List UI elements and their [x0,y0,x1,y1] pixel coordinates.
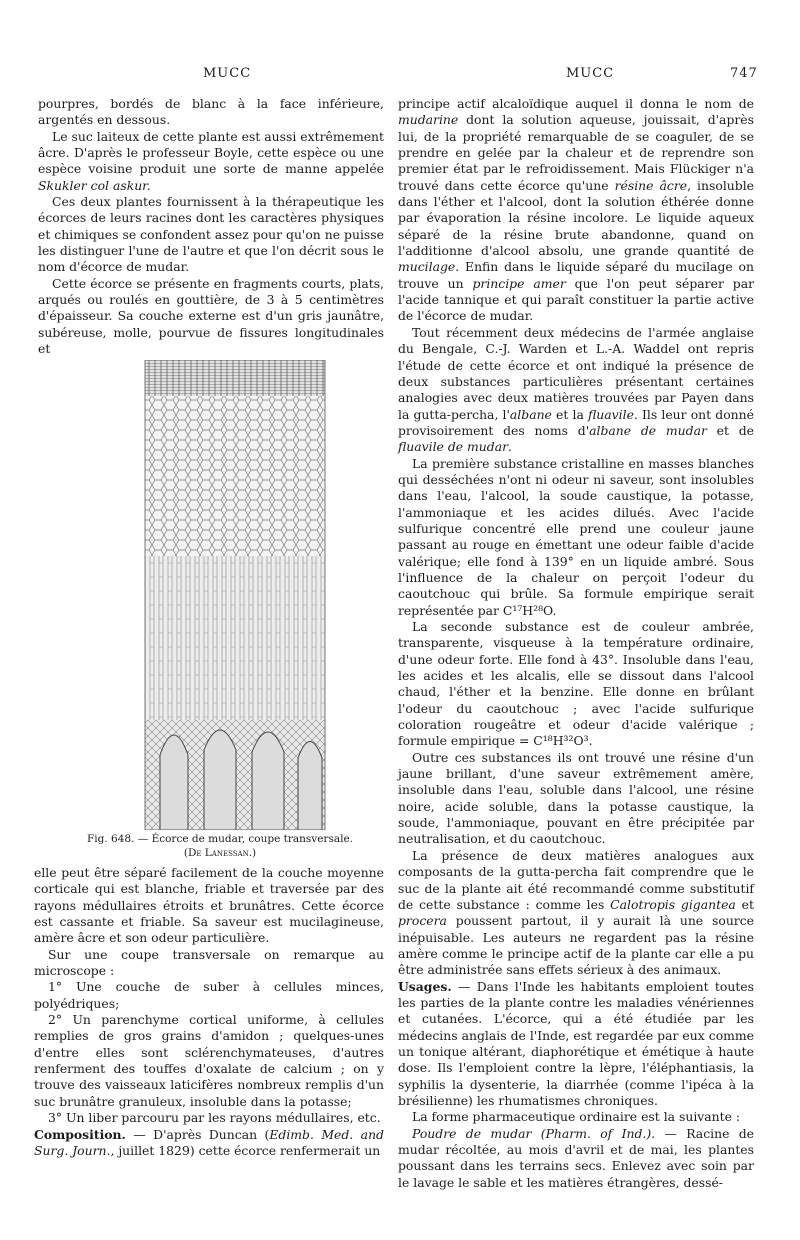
running-head-left: MUCC [203,66,252,81]
paragraph: Tout récemment deux médecins de l'armée anglaise du Bengale, C.-J. Warden et L.-A. Waddel ont repris l'étude de cette écorce et ont indiqué la présence de deux substances particulières présentant certaines analogies avec deux matières trouvées par Payen dans la gutta-percha, l'albane et la fluavile. Ils leur ont donné provisoirement des noms d'albane de mudar et de fluavile de mudar. [398,324,754,455]
paragraph: Sur une coupe transversale on remarque au microscope : [34,946,384,979]
paragraph: Outre ces substances ils ont trouvé une résine d'un jaune brillant, d'une saveur extrêmement amère, insoluble dans l'eau, soluble dans l'alcool, une résine noire, acide soluble, dans la potasse caustique, la soude, l'ammoniaque, pouvant en être précipitée par neutralisation, et du caoutchouc. [398,749,754,847]
paragraph: La forme pharmaceutique ordinaire est la suivante : [412,1109,741,1125]
figure-caption [80,832,360,860]
page-number: 747 [730,66,758,81]
right-column [398,96,754,1191]
paragraph: elle peut être séparé facilement de la couche moyenne corticale qui est blanche, friable et traversée par des rayons médullaires étroits et brunâtres. Cette écorce est cassante et friable. Sa saveur est mucilagineuse, amère âcre et son odeur particulière. [34,865,384,946]
journal-reference: Edimb. Med. and Surg. Journ. [34,1126,384,1158]
running-head-right: MUCC [566,66,615,81]
left-column-bottom [34,865,384,1159]
paragraph: principe actif alcaloïdique auquel il donna le nom de mudarine dont la solution aqueuse, jouissait, d'après lui, de la propriété remarquable de se coaguler, de se prendre en gelée par la chaleur et de reprendre son premier état par le refroidissement. Mais Flückiger n'a trouvé dans cette écorce qu'une résine âcre, insoluble dans l'éther et l'alcool, dont la solution éthérée donne par évaporation la résine incolore. Le liquide aqueux séparé de la résine brute abandonne, quand on l'additionne d'alcool absolu, une grande quantité de mucilage. Enfin dans le liquide séparé du mucilage on trouve un principe amer que l'on peut séparer par l'acide tannique et qui paraît constituer la partie active de l'écorce de mudar. [398,96,755,324]
paragraph: La première substance cristalline en masses blanches qui desséchées n'ont ni odeur ni saveur, sont insolubles dans l'eau, l'alcool, la soude caustique, la potasse, l'ammoniaque et les acides dilués. Avec l'acide sulfurique concentré elle prend une couleur jaune passant au rouge en émettant une odeur faible d'acide valérique; elle fond à 139° en un liquide ambré. Sous l'influence de la chaleur on perçoit l'odeur du caoutchouc qui brûle. Sa formule empirique serait représentée par C¹⁷H²⁸O. [398,455,754,618]
paragraph: Ces deux plantes fournissent à la thérapeutique les écorces de leurs racines dont les caractères physiques et chimiques se confondent assez pour qu'on ne puisse les distinguer l'une de l'autre et que l'on décrit sous le nom d'écorce de mudar. [38,194,384,275]
list-item: 2° Un parenchyme cortical uniforme, à cellules remplies de gros grains d'amidon ; quelques-unes d'entre elles sont sclérenchymateuses, d'autres renferment des touffes d'oxalate de calcium ; on y trouve des vaisseaux laticifères nombreux remplis d'un suc brunâtre granuleux, insoluble dans la potasse; [34,1012,384,1109]
paragraph: Usages. — Dans l'Inde les habitants emploient toutes les parties de la plante contre les maladies vénériennes et cutanées. L'écorce, qui a été étudiée par les médecins anglais de l'Inde, est regardée par eux comme un tonique altérant, diaphorétique et émétique à haute dose. Ils l'emploient contre la lèpre, l'éléphantiasis, la syphilis la dysenterie, la diarrhée (comme l'ipéca à la brésilienne) les rhumatismes chroniques. [398,978,754,1108]
manna-name: Skukler col askur. [38,177,151,193]
paragraph: Composition. — D'après Duncan (Edimb. Med. and Surg. Journ., juillet 1829) cette écorce renfermerait un [34,1126,384,1158]
section-label-usages: Usages. [398,978,452,994]
list-item: 3° Un liber parcouru par les rayons médullaires, etc. [48,1110,381,1126]
paragraph: Le suc laiteux de cette plante est aussi extrêmement âcre. D'après le professeur Boyle, cette espèce ou une espèce voisine produit une sorte de manne appelée Skukler col askur. [38,128,384,193]
list-item: 1° Une couche de suber à cellules minces, polyédriques; [34,979,384,1011]
paragraph: pourpres, bordés de blanc à la face inférieure, argentés en dessous. [38,96,384,128]
bark-cross-section-figure [140,360,330,830]
microscopy-list [34,979,384,1126]
section-label-composition: Composition. [34,1126,126,1142]
paragraph: Cette écorce se présente en fragments courts, plats, arqués ou roulés en gouttière, de 3 à 5 centimètres d'épaisseur. Sa couche externe est d'un gris jaunâtre, subéreuse, molle, pourvue de fissures longitudinales et [38,275,384,357]
left-column-top [38,96,384,358]
paragraph: Poudre de mudar (Pharm. of Ind.). — Racine de mudar récoltée, au mois d'avril et de mai, les plantes poussant dans les terrains secs. Enlevez avec soin par le lavage le sable et les matières étrangères, dessé- [398,1125,755,1190]
paragraph: La seconde substance est de couleur ambrée, transparente, visqueuse à la température ordinaire, d'une odeur forte. Elle fond à 43°. Insoluble dans l'eau, les acides et les alcalis, elle se dissout dans l'alcool chaud, l'éther et la benzine. Elle donne en brûlant l'odeur du caoutchouc ; avec l'acide sulfurique coloration rougeâtre et odeur d'acide valérique ; formule empirique = C¹⁸H³²O³. [398,619,754,749]
figure-credit: (De Lanessan.) [183,847,257,859]
figure-caption-text: Fig. 648. — Écorce de mudar, coupe transversale. [86,833,354,845]
paragraph: La présence de deux matières analogues aux composants de la gutta-percha fait comprendre que le suc de la plante ait été recommandé comme substitutif de cette substance : comme les Calotropis gigantea et procera poussent partout, il y aurait là une source inépuisable. Les auteurs ne regardent pas la résine amère comme le principe actif de la plante car elle a pu être administrée sans effets sérieux à des animaux. [398,847,754,978]
